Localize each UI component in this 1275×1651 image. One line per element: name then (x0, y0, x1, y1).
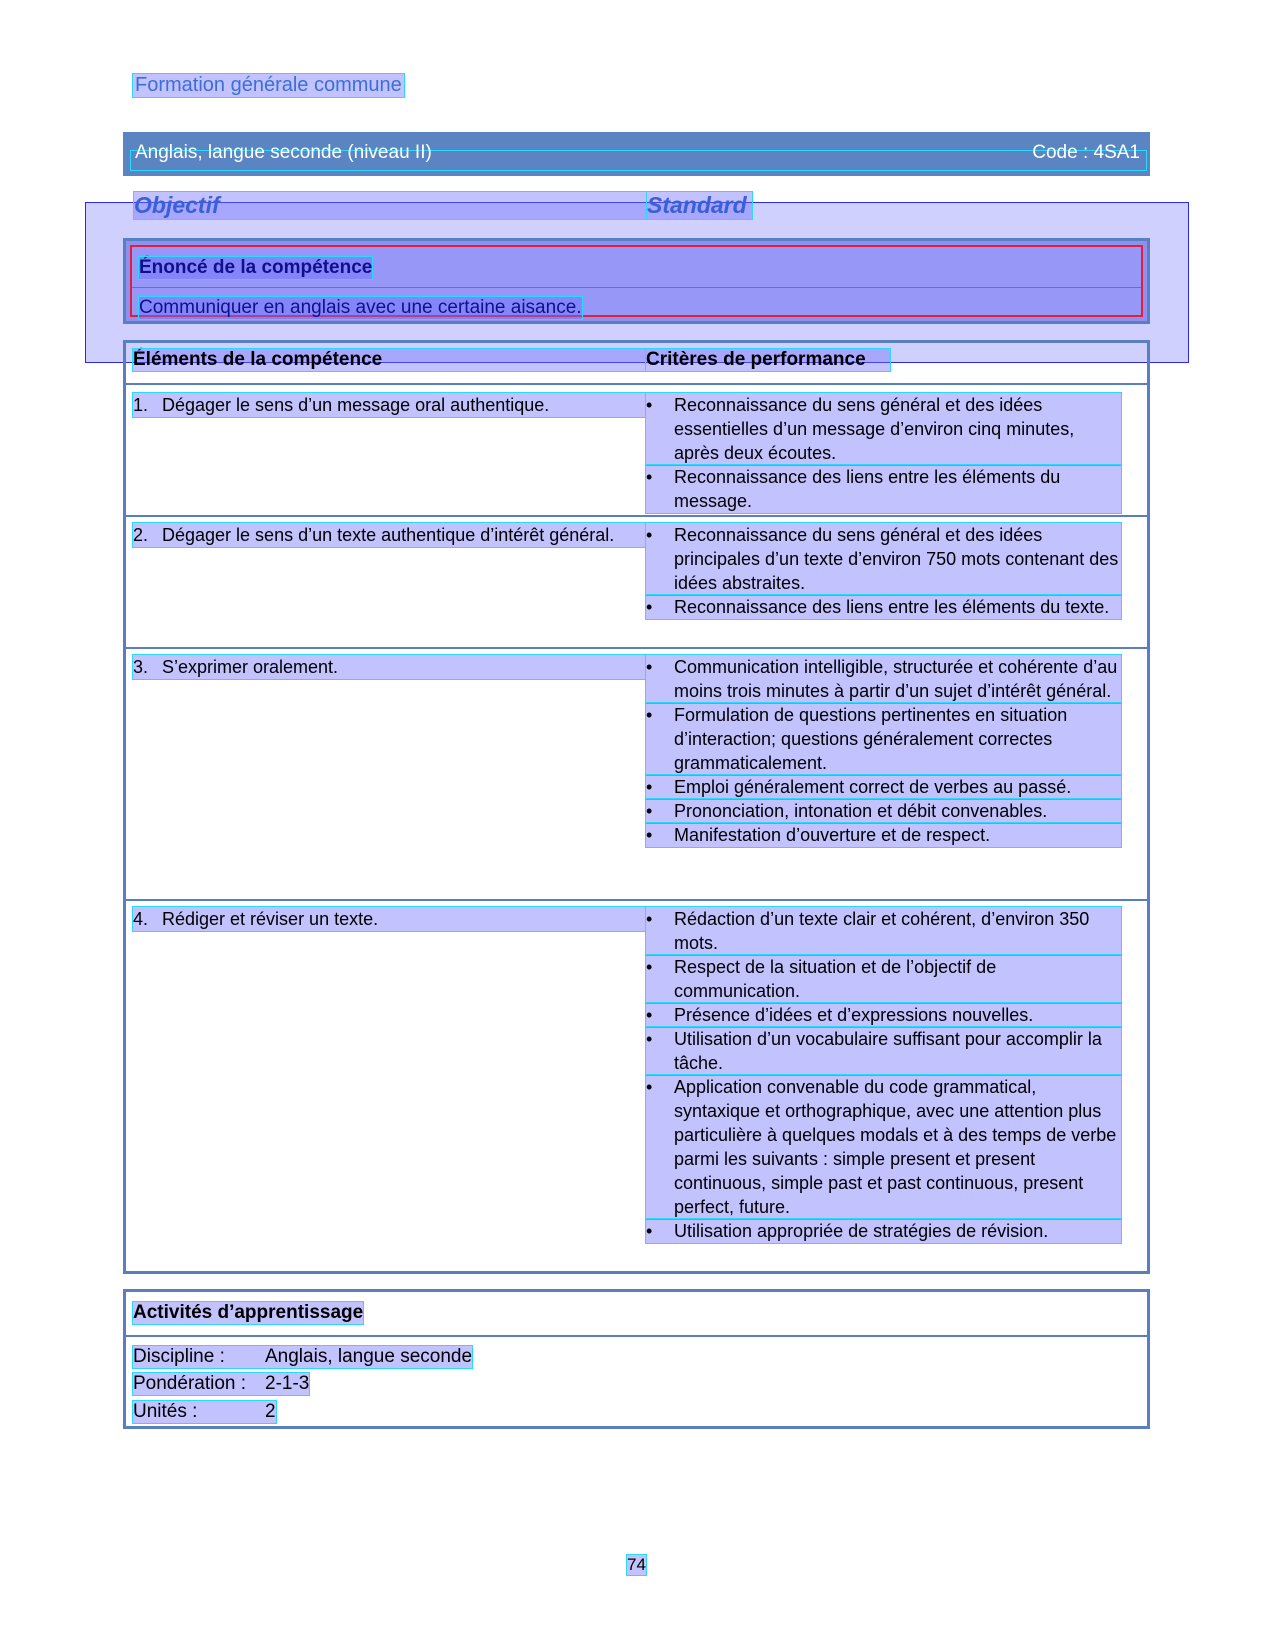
activites-title: Activités d’apprentissage (133, 1302, 364, 1323)
criterion-item (646, 595, 1121, 619)
criterion-text: Communication intelligible, structurée et cohérente d’au moins trois minutes à partir d’un sujet d’intérêt général. (674, 657, 1118, 701)
criterion-text: Prononciation, intonation et débit convenables. (674, 801, 1048, 821)
course-code: Code : 4SA1 (1032, 142, 1140, 163)
course-name: Anglais, langue seconde (niveau II) (135, 142, 432, 163)
criteria-list-4 (646, 907, 1121, 1243)
criteria-list-3 (646, 655, 1121, 847)
discipline-value: Anglais, langue seconde (265, 1346, 473, 1367)
bullet-icon: • (646, 909, 653, 929)
bullet-icon: • (646, 1029, 653, 1049)
bullet-icon: • (646, 467, 653, 487)
criterion-text: Respect de la situation et de l’objectif de communication. (674, 957, 997, 1001)
bullet-icon: • (646, 825, 653, 845)
page-number: 74 (627, 1555, 646, 1574)
element-number: 4. (133, 909, 149, 929)
criterion-item (646, 955, 1121, 1003)
criterion-text: Formulation de questions pertinentes en situation d’interaction; questions généralement correctes grammaticalement. (674, 705, 1068, 773)
enonce-title: Énoncé de la compétence (139, 257, 373, 278)
bullet-icon: • (646, 1221, 653, 1241)
bullet-icon: • (646, 801, 653, 821)
criterion-item (646, 393, 1121, 465)
objectif-label: Objectif (134, 192, 646, 219)
bullet-icon: • (646, 957, 653, 977)
criterion-item (646, 655, 1121, 703)
element-item-2 (133, 523, 645, 547)
page-title: Formation générale commune (135, 74, 402, 96)
criterion-text: Reconnaissance des liens entre les éléments du texte. (674, 597, 1110, 617)
criterion-text: Application convenable du code grammatical, syntaxique et orthographique, avec une attention plus particulière à quelques modals et à des temps de verbe parmi les suivants : simple present et present continuous, simple past et past continuous, present perfect, future. (674, 1077, 1117, 1217)
criterion-item (646, 1075, 1121, 1219)
activites-box (123, 1289, 1150, 1429)
discipline-label: Discipline : (133, 1346, 225, 1367)
criterion-text: Emploi généralement correct de verbes au passé. (674, 777, 1072, 797)
element-text: Dégager le sens d’un message oral authentique. (162, 395, 550, 415)
enonce-text: Communiquer en anglais avec une certaine aisance. (139, 297, 582, 318)
enonce-divider (132, 287, 1141, 288)
activites-divider (126, 1335, 1147, 1337)
bullet-icon: • (646, 525, 653, 545)
criterion-text: Présence d’idées et d’expressions nouvelles. (674, 1005, 1034, 1025)
element-item-1 (133, 393, 645, 417)
criteria-list-1 (646, 393, 1121, 513)
ponderation-value: 2-1-3 (265, 1373, 310, 1394)
criterion-item (646, 907, 1121, 955)
criteria-list-2 (646, 523, 1121, 619)
criterion-item (646, 1027, 1121, 1075)
element-number: 2. (133, 525, 149, 545)
criterion-text: Reconnaissance du sens général et des idées principales d’un texte d’environ 750 mots contenant des idées abstraites. (674, 525, 1119, 593)
bullet-icon: • (646, 597, 653, 617)
criteres-header: Critères de performance (646, 349, 890, 371)
bullet-icon: • (646, 657, 653, 677)
element-text: S’exprimer oralement. (162, 657, 339, 677)
standard-label: Standard (647, 192, 752, 219)
enonce-box (123, 238, 1150, 324)
criterion-text: Reconnaissance du sens général et des idées essentielles d’un message d’environ cinq minutes, après deux écoutes. (674, 395, 1075, 463)
enonce-selection (130, 245, 1143, 317)
criterion-text: Utilisation d’un vocabulaire suffisant pour accomplir la tâche. (674, 1029, 1102, 1073)
criterion-item (646, 1003, 1121, 1027)
row-divider (126, 383, 1147, 385)
bullet-icon: • (646, 777, 653, 797)
unites-value: 2 (265, 1401, 276, 1422)
bullet-icon: • (646, 395, 653, 415)
row-divider (126, 515, 1147, 517)
bullet-icon: • (646, 705, 653, 725)
elements-header: Éléments de la compétence (133, 349, 645, 371)
criterion-item (646, 465, 1121, 513)
unites-label: Unités : (133, 1401, 198, 1422)
criterion-text: Rédaction d’un texte clair et cohérent, d’environ 350 mots. (674, 909, 1090, 953)
criterion-item (646, 523, 1121, 595)
ponderation-label: Pondération : (133, 1373, 247, 1394)
element-text: Dégager le sens d’un texte authentique d’intérêt général. (162, 525, 615, 545)
bullet-icon: • (646, 1005, 653, 1025)
row-divider (126, 899, 1147, 901)
criterion-text: Manifestation d’ouverture et de respect. (674, 825, 991, 845)
course-header-bar (123, 132, 1150, 176)
element-number: 3. (133, 657, 149, 677)
unites-row (133, 1401, 276, 1423)
criterion-text: Reconnaissance des liens entre les éléments du message. (674, 467, 1061, 511)
bullet-icon: • (646, 1077, 653, 1097)
row-divider (126, 647, 1147, 649)
competence-table (123, 340, 1150, 1274)
element-item-3 (133, 655, 645, 679)
element-number: 1. (133, 395, 149, 415)
criterion-item (646, 703, 1121, 775)
element-text: Rédiger et réviser un texte. (162, 909, 379, 929)
ponderation-row (133, 1373, 309, 1395)
criterion-item (646, 1219, 1121, 1243)
element-item-4 (133, 907, 645, 931)
criterion-item (646, 799, 1121, 823)
criterion-item (646, 775, 1121, 799)
criterion-item (646, 823, 1121, 847)
discipline-row (133, 1346, 472, 1368)
criterion-text: Utilisation appropriée de stratégies de révision. (674, 1221, 1049, 1241)
